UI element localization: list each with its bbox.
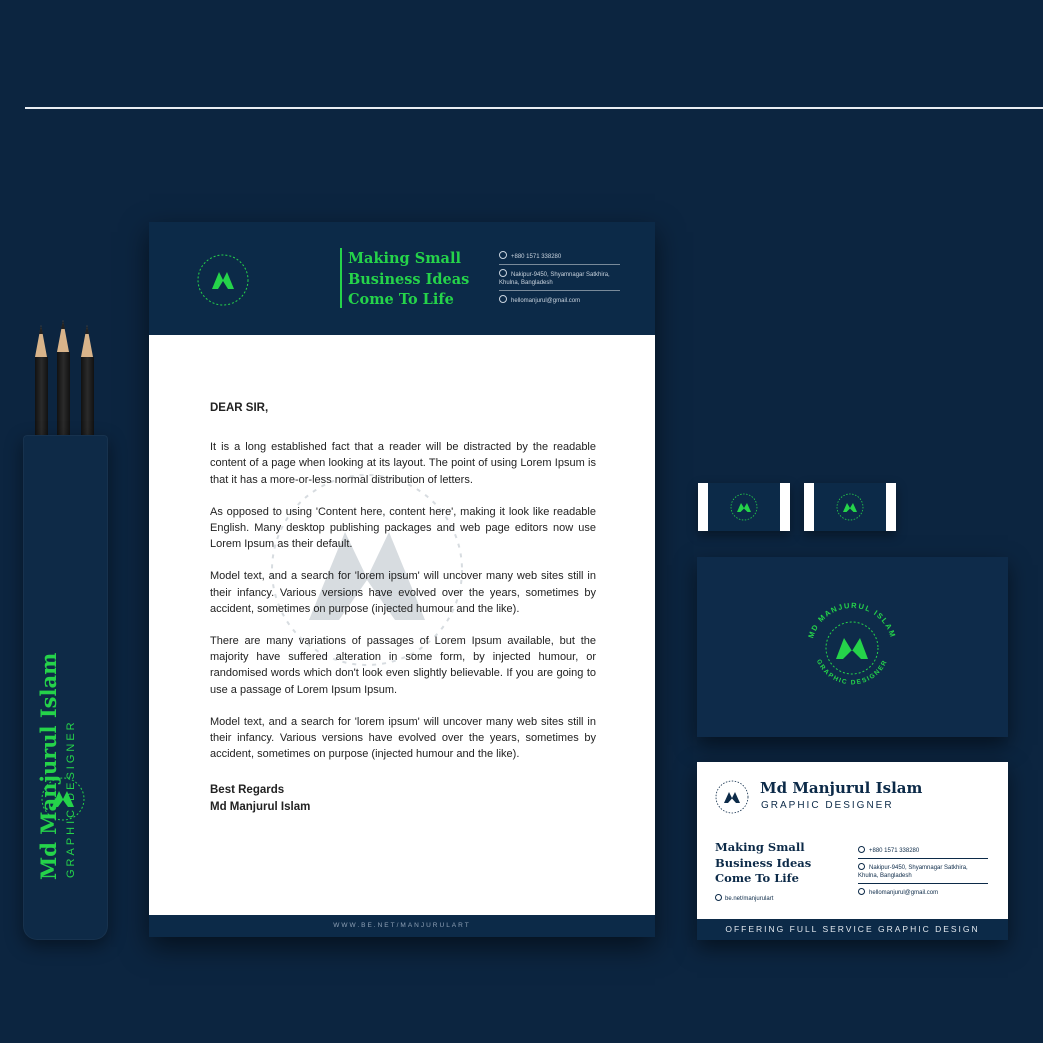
card-website: be.net/manjurulart bbox=[715, 894, 773, 902]
logo-emblem-icon bbox=[797, 593, 907, 703]
sleeve-brand-text bbox=[36, 653, 77, 880]
sleeve-name: Md Manjurul Islam bbox=[36, 652, 61, 880]
letter-paragraph: Model text, and a search for 'lorem ipsum' will uncover many web sites still in their infancy. Various versions have evolved over the years, sometimes by accident, sometimes on purpose (injected humour and the like). bbox=[210, 715, 596, 761]
letter-paragraph: It is a long established fact that a reader will be distracted by the readable content of a page when looking at its layout. The point of using Lorem Ipsum is that it has a more-or-less normal distribution of letters. bbox=[210, 441, 596, 486]
location-icon bbox=[858, 863, 865, 870]
letterhead-header bbox=[149, 222, 655, 335]
logo-emblem-icon bbox=[714, 779, 750, 815]
label-sticker bbox=[804, 483, 896, 531]
letterhead bbox=[149, 222, 655, 937]
letter-paragraph: Model text, and a search for 'lorem ipsum' will uncover many web sites still in their infancy. Various versions have evolved over the years, sometimes by accident, sometimes on purpose (injected humour and the like). bbox=[210, 570, 596, 615]
letterhead-tagline: Making Small Business Ideas Come To Life bbox=[348, 250, 470, 308]
letter-body bbox=[210, 400, 596, 816]
logo-emblem-icon bbox=[196, 253, 250, 307]
contact-email: hellomanjurul@gmail.com bbox=[858, 887, 988, 900]
logo-ring-text-bottom: GRAPHIC DESIGNER bbox=[814, 658, 890, 687]
location-icon bbox=[499, 269, 507, 277]
email-icon bbox=[858, 888, 865, 895]
contact-email: hellomanjurul@gmail.com bbox=[499, 294, 620, 308]
contact-address: Nakipur-9450, Shyamnagar Satkhira, Khulna, Bangladesh bbox=[499, 268, 620, 291]
signature-name: Md Manjurul Islam bbox=[210, 801, 311, 814]
business-card-front bbox=[697, 762, 1008, 940]
header-divider bbox=[340, 248, 342, 308]
logo-emblem-icon bbox=[835, 492, 865, 522]
card-service-strip: OFFERING FULL SERVICE GRAPHIC DESIGN bbox=[697, 919, 1008, 940]
letterhead-contacts bbox=[499, 250, 620, 311]
letter-signoff bbox=[210, 782, 596, 816]
label-sticker bbox=[698, 483, 790, 531]
contact-address: Nakipur-9450, Shyamnagar Satkhira, Khulna, Bangladesh bbox=[858, 862, 988, 884]
card-contacts bbox=[858, 845, 988, 903]
email-icon bbox=[499, 295, 507, 303]
phone-icon bbox=[499, 251, 507, 259]
contact-phone: +880 1571 338280 bbox=[499, 250, 620, 265]
sleeve-role: GRAPHIC DESIGNER bbox=[65, 719, 77, 878]
phone-icon bbox=[858, 846, 865, 853]
letterhead-footer: WWW.BE.NET/MANJURULART bbox=[149, 915, 655, 937]
logo-emblem-icon bbox=[729, 492, 759, 522]
card-name: Md Manjurul Islam bbox=[760, 779, 923, 797]
card-tagline: Making Small Business Ideas Come To Life bbox=[715, 840, 812, 885]
signoff-text: Best Regards bbox=[210, 784, 285, 797]
card-role: GRAPHIC DESIGNER bbox=[761, 800, 894, 811]
contact-phone: +880 1571 338280 bbox=[858, 845, 988, 859]
business-card-back bbox=[697, 557, 1008, 737]
letter-greeting: DEAR SIR, bbox=[210, 402, 269, 414]
letter-paragraph: There are many variations of passages of Lorem Ipsum available, but the majority have suffered alteration in some form, by injected humour, or randomised words which don't look even slightly believable. If you are going to use a passage of Lorem Ipsum Ipsum. bbox=[210, 635, 596, 696]
globe-icon bbox=[715, 894, 722, 901]
letter-paragraph: As opposed to using 'Content here, content here', making it look like readable English. Many desktop publishing packages and web page editors now use Lorem Ipsum as their default. bbox=[210, 505, 596, 551]
logo-ring-text: MD MANJURUL ISLAM bbox=[806, 600, 898, 640]
top-divider-line bbox=[25, 107, 1043, 109]
